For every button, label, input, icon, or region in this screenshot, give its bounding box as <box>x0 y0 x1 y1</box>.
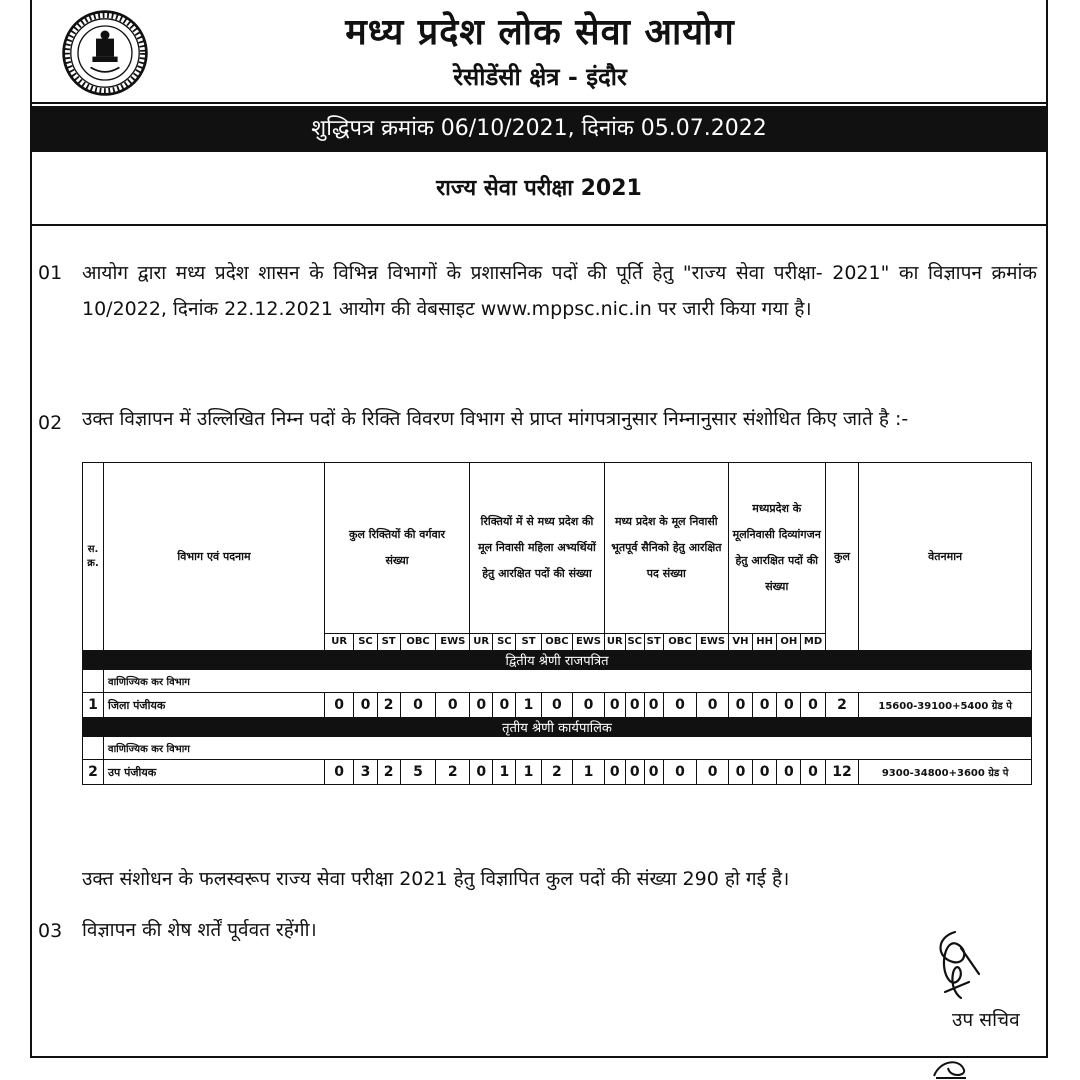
col-header-total-vacancy: कुल रिक्तियों की वर्गवार संख्या <box>324 463 469 634</box>
cell: 0 <box>436 693 470 718</box>
cell: 0 <box>728 760 752 785</box>
table-row <box>83 693 1032 718</box>
col-header-women: रिक्तियों में से मध्य प्रदेश की मूल निवासी महिला अभ्यर्थियों हेतु आरक्षित पदों की संख्या <box>470 463 605 634</box>
corrigendum-banner: शुद्धिपत्र क्रमांक 06/10/2021, दिनांक 05.07.2022 <box>30 106 1048 152</box>
department-row <box>83 737 1032 760</box>
exam-title: राज्य सेवा परीक्षा 2021 <box>436 176 642 201</box>
cell: 0 <box>324 760 353 785</box>
cell: 0 <box>697 760 729 785</box>
subheader-cell: OBC <box>663 634 697 651</box>
cell: 0 <box>400 693 436 718</box>
col-header-pay-scale: वेतनमान <box>859 463 1032 651</box>
cell: 0 <box>324 693 353 718</box>
row-sno: 2 <box>83 760 104 785</box>
initials-mark-icon <box>930 1056 970 1080</box>
cell: 0 <box>625 693 644 718</box>
subheader-cell: MD <box>801 634 825 651</box>
subheader-cell: SC <box>354 634 377 651</box>
department-name: वाणिज्यिक कर विभाग <box>104 670 1032 693</box>
department-name: वाणिज्यिक कर विभाग <box>104 737 1032 760</box>
cell: 0 <box>801 693 825 718</box>
office-address: रेसीडेंसी क्षेत्र - इंदौर <box>453 62 627 91</box>
row-post: उप पंजीयक <box>104 760 325 785</box>
paragraph-text: आयोग द्वारा मध्य प्रदेश शासन के विभिन्न विभागों के प्रशासनिक पदों की पूर्ति हेतु "राज्य सेवा परीक्षा- 2021" का विज्ञापन क्रमांक 10/2022, दिनांक 22.12.2021 आयोग की वेबसाइट www.mppsc.nic.in पर जारी किया गया है। <box>82 262 1037 320</box>
cell: 0 <box>604 760 625 785</box>
cell: 1 <box>493 760 516 785</box>
paragraph-number: 03 <box>38 920 63 942</box>
commission-title: मध्य प्रदेश लोक सेवा आयोग <box>345 11 735 53</box>
cell: 5 <box>400 760 436 785</box>
section-heading-row <box>83 718 1032 737</box>
subheader-cell: HH <box>753 634 777 651</box>
cell: 0 <box>604 693 625 718</box>
subheader-cell: ST <box>644 634 663 651</box>
row-total: 12 <box>825 760 859 785</box>
subheader-cell: EWS <box>436 634 470 651</box>
subheader-cell: UR <box>324 634 353 651</box>
section-heading-row <box>83 651 1032 670</box>
subheader-cell: SC <box>493 634 516 651</box>
col-header-dept-post: विभाग एवं पदनाम <box>104 463 325 651</box>
cell: 0 <box>644 760 663 785</box>
revised-total-note: उक्त संशोधन के फलस्वरूप राज्य सेवा परीक्षा 2021 हेतु विज्ञापित कुल पदों की संख्या 290 हो गई है। <box>82 868 790 890</box>
subheader-cell: UR <box>470 634 493 651</box>
paragraph-text: विज्ञापन की शेष शर्तें पूर्ववत रहेंगी। <box>82 919 317 941</box>
row-post: जिला पंजीयक <box>104 693 325 718</box>
col-header-sno: स. क्र. <box>83 463 104 651</box>
cell: 1 <box>516 693 541 718</box>
cell: 0 <box>573 693 605 718</box>
table-header-row <box>83 463 1032 634</box>
divider <box>30 102 1048 104</box>
cell: 0 <box>801 760 825 785</box>
subheader-cell: OBC <box>400 634 436 651</box>
cell: 1 <box>573 760 605 785</box>
col-header-total: कुल <box>825 463 859 651</box>
state-emblem-seal-icon <box>60 8 150 98</box>
subheader-cell: EWS <box>697 634 729 651</box>
cell: 2 <box>436 760 470 785</box>
row-pay-scale: 15600-39100+5400 ग्रेड पे <box>859 693 1032 718</box>
subheader-cell: UR <box>604 634 625 651</box>
subheader-cell: ST <box>516 634 541 651</box>
cell: 0 <box>777 693 801 718</box>
subheader-cell: ST <box>377 634 400 651</box>
table-row <box>83 760 1032 785</box>
department-row <box>83 670 1032 693</box>
subheader-cell: OH <box>777 634 801 651</box>
section-heading: तृतीय श्रेणी कार्यपालिक <box>83 718 1032 737</box>
cell: 0 <box>663 760 697 785</box>
subheader-cell: VH <box>728 634 752 651</box>
cell: 0 <box>625 760 644 785</box>
cell: 0 <box>644 693 663 718</box>
cell: 0 <box>493 693 516 718</box>
vacancy-table <box>82 462 1032 785</box>
section-heading: द्वितीय श्रेणी राजपत्रित <box>83 651 1032 670</box>
row-pay-scale: 9300-34800+3600 ग्रेड पे <box>859 760 1032 785</box>
cell: 0 <box>470 760 493 785</box>
cell: 2 <box>541 760 573 785</box>
row-total: 2 <box>825 693 859 718</box>
cell: 1 <box>516 760 541 785</box>
cell: 0 <box>753 760 777 785</box>
cell: 2 <box>377 760 400 785</box>
subheader-cell: SC <box>625 634 644 651</box>
divider <box>30 224 1048 226</box>
col-header-ex-servicemen: मध्य प्रदेश के मूल निवासी भूतपूर्व सैनिको हेतु आरक्षित पद संख्या <box>604 463 728 634</box>
handwritten-signature-icon <box>925 928 985 1003</box>
col-header-disabled: मध्यप्रदेश के मूलनिवासी दिव्यांगजन हेतु आरक्षित पदों की संख्या <box>728 463 825 634</box>
cell: 0 <box>777 760 801 785</box>
subheader-cell: OBC <box>541 634 573 651</box>
cell: 0 <box>541 693 573 718</box>
vacancy-table-wrapper <box>82 462 1032 785</box>
cell: 2 <box>377 693 400 718</box>
cell: 3 <box>354 760 377 785</box>
cell: 0 <box>753 693 777 718</box>
paragraph-number: 01 <box>38 262 63 284</box>
row-sno: 1 <box>83 693 104 718</box>
subheader-cell: EWS <box>573 634 605 651</box>
cell: 0 <box>663 693 697 718</box>
cell: 0 <box>728 693 752 718</box>
paragraph-text: उक्त विज्ञापन में उल्लिखित निम्न पदों के रिक्ति विवरण विभाग से प्राप्त मांगपत्रानुसार निम्नानुसार संशोधित किए जाते है :- <box>82 408 909 430</box>
cell: 0 <box>470 693 493 718</box>
cell: 0 <box>354 693 377 718</box>
signatory-designation: उप सचिव <box>952 1009 1020 1031</box>
cell: 0 <box>697 693 729 718</box>
paragraph-number: 02 <box>38 412 63 434</box>
